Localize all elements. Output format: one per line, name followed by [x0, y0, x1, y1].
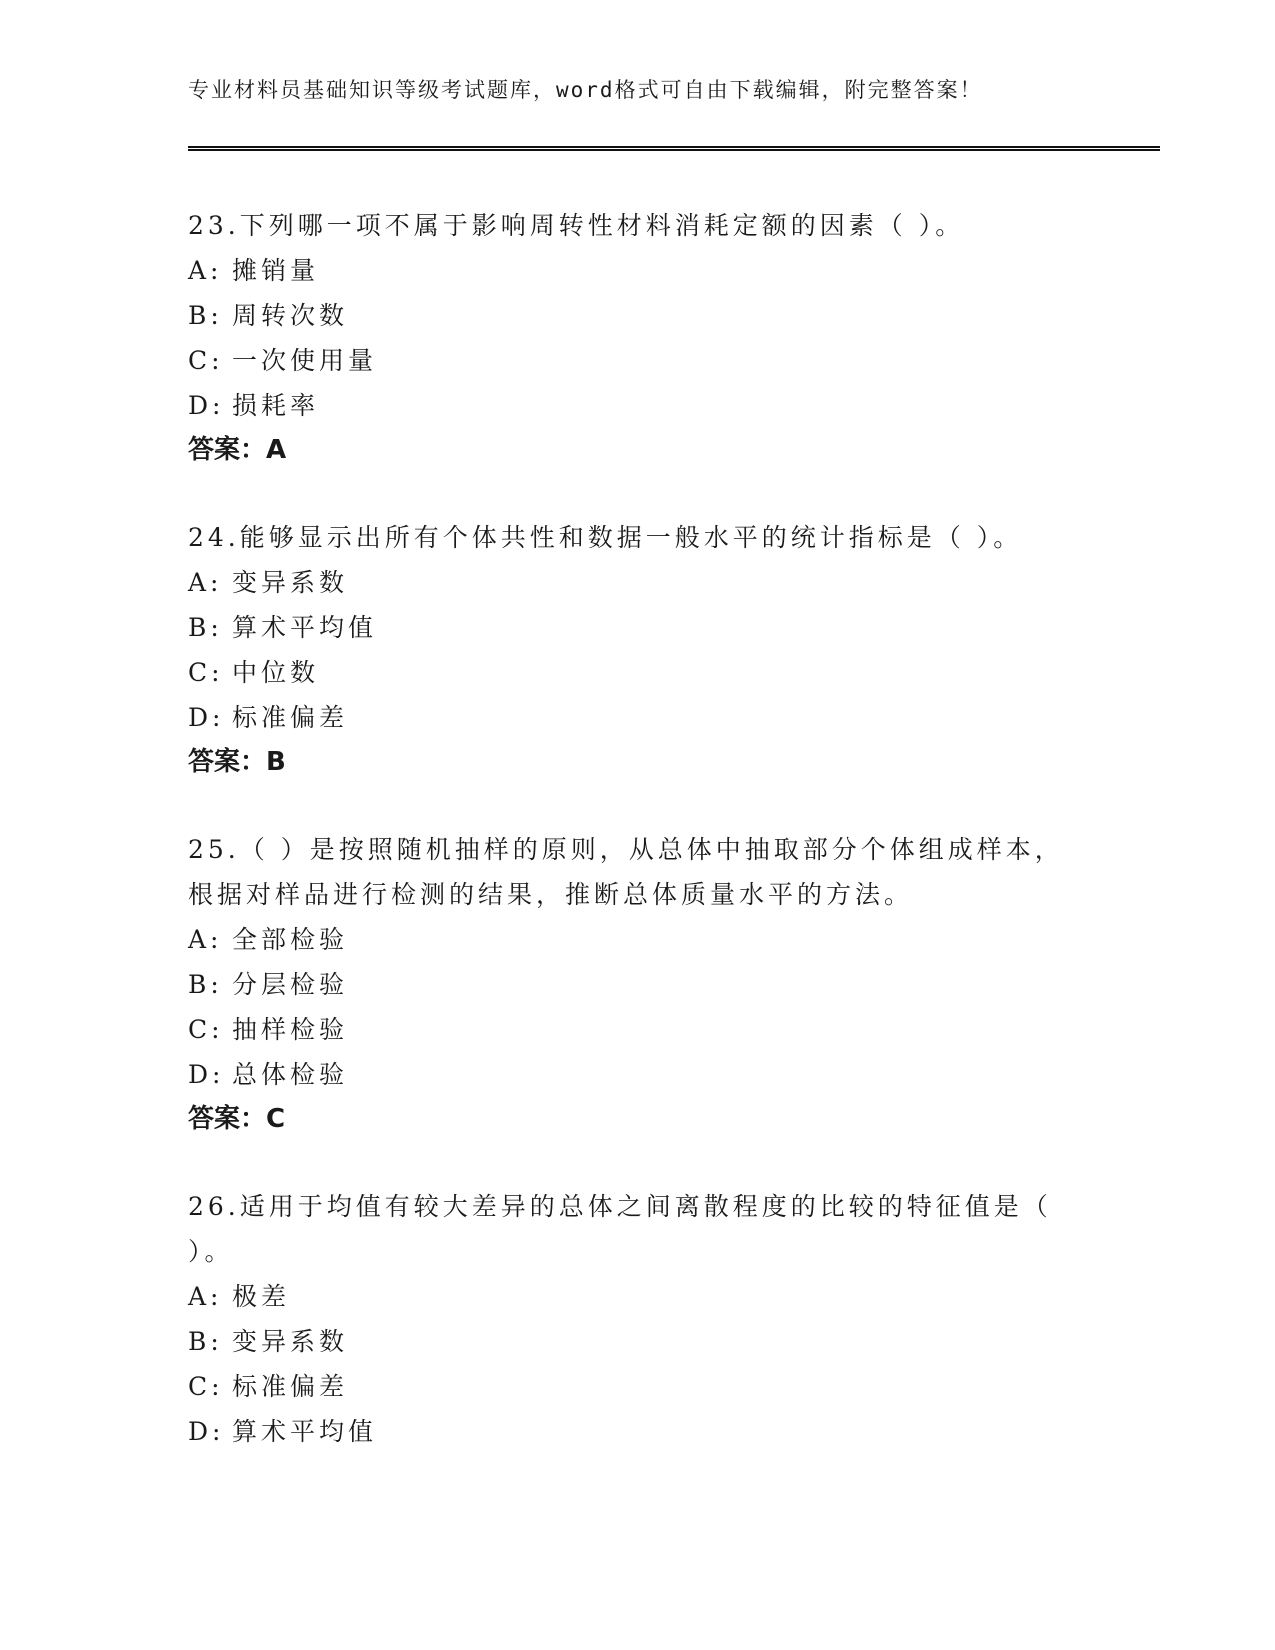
option-text: 变异系数 — [232, 1327, 349, 1356]
option-letter: C: — [188, 658, 224, 687]
answer-line: 答案：C — [188, 1104, 286, 1134]
option-b — [188, 293, 1068, 338]
question-26 — [188, 1184, 1068, 1454]
option-a — [188, 917, 1068, 962]
option-a — [188, 248, 1068, 293]
option-b — [188, 962, 1068, 1007]
option-letter: A: — [188, 925, 223, 954]
answer-line: 答案：B — [188, 747, 286, 777]
option-c — [188, 338, 1068, 383]
option-letter: D: — [188, 703, 225, 732]
option-letter: D: — [188, 1417, 225, 1446]
option-text: 标准偏差 — [232, 703, 349, 732]
option-text: 摊销量 — [232, 256, 320, 285]
option-letter: A: — [188, 568, 223, 597]
option-text: 变异系数 — [232, 568, 349, 597]
option-text: 周转次数 — [232, 301, 349, 330]
question-text: 24.能够显示出所有个体共性和数据一般水平的统计指标是（ ）。 — [188, 523, 1023, 552]
option-letter: C: — [188, 1015, 224, 1044]
option-b — [188, 605, 1068, 650]
option-text: 全部检验 — [232, 925, 349, 954]
option-letter: A: — [188, 256, 223, 285]
option-letter: D: — [188, 391, 225, 420]
option-d — [188, 695, 1068, 740]
question-list — [188, 203, 1068, 1496]
option-letter: B: — [188, 970, 223, 999]
page-header: 专业材料员基础知识等级考试题库，word格式可自由下载编辑，附完整答案！ — [188, 78, 983, 102]
option-text: 标准偏差 — [232, 1372, 349, 1401]
question-23 — [188, 203, 1068, 473]
question-25 — [188, 827, 1068, 1142]
option-text: 总体检验 — [232, 1060, 349, 1089]
option-d — [188, 1409, 1068, 1454]
option-letter: B: — [188, 1327, 223, 1356]
answer-line: 答案：A — [188, 435, 287, 465]
option-a — [188, 560, 1068, 605]
option-c — [188, 1007, 1068, 1052]
option-c — [188, 650, 1068, 695]
question-text: 25.（ ）是按照随机抽样的原则，从总体中抽取部分个体组成样本，根据对样品进行检测的结果，推断总体质量水平的方法。 — [188, 835, 1064, 909]
option-letter: C: — [188, 346, 224, 375]
option-text: 算术平均值 — [232, 1417, 378, 1446]
question-text: 23.下列哪一项不属于影响周转性材料消耗定额的因素（ ）。 — [188, 211, 965, 240]
option-b — [188, 1319, 1068, 1364]
question-24 — [188, 515, 1068, 785]
option-letter: B: — [188, 613, 223, 642]
option-text: 极差 — [232, 1282, 291, 1311]
option-letter: A: — [188, 1282, 223, 1311]
option-letter: B: — [188, 301, 223, 330]
option-c — [188, 1364, 1068, 1409]
option-text: 一次使用量 — [232, 346, 378, 375]
option-a — [188, 1274, 1068, 1319]
option-letter: C: — [188, 1372, 224, 1401]
option-text: 中位数 — [232, 658, 320, 687]
question-text: 26.适用于均值有较大差异的总体之间离散程度的比较的特征值是（ ）。 — [188, 1192, 1052, 1266]
option-d — [188, 1052, 1068, 1097]
header-divider — [188, 146, 1160, 151]
option-text: 抽样检验 — [232, 1015, 349, 1044]
option-text: 损耗率 — [232, 391, 320, 420]
option-text: 算术平均值 — [232, 613, 378, 642]
option-d — [188, 383, 1068, 428]
option-text: 分层检验 — [232, 970, 349, 999]
option-letter: D: — [188, 1060, 225, 1089]
